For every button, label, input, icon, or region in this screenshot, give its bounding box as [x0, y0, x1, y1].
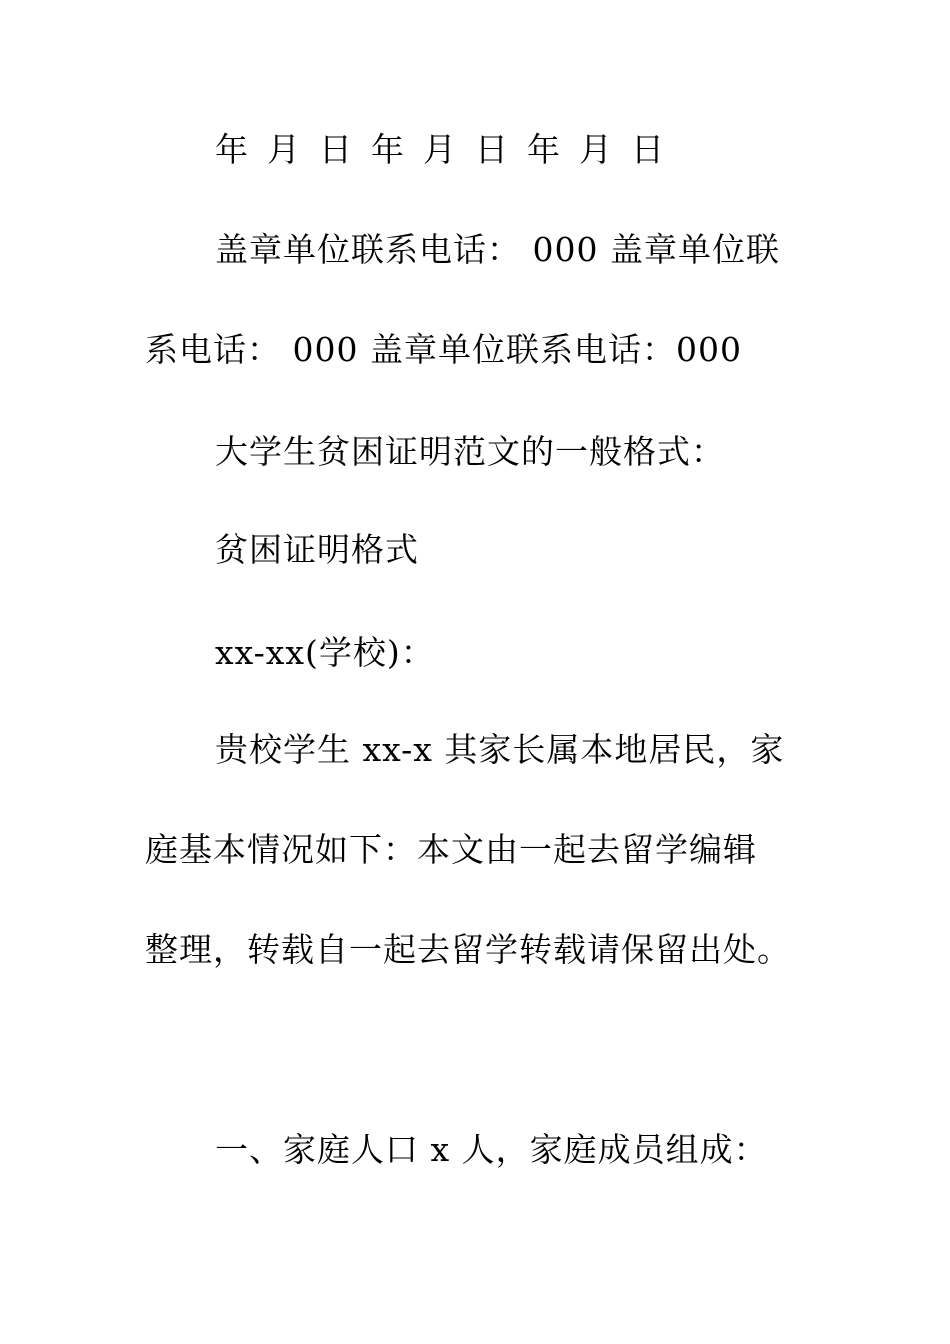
contact-phone-line-1: 盖章单位联系电话： 000 盖章单位联 [215, 230, 780, 269]
date-day-2: 日 [475, 130, 508, 169]
school-salutation: xx-xx(学校)： [215, 633, 435, 672]
body-paragraph-line-1: 贵校学生 xx-x 其家长属本地居民，家 [215, 730, 785, 769]
contact-phone-line-2: 系电话： 000 盖章单位联系电话：000 [145, 330, 742, 369]
body-paragraph-line-3: 整理，转载自一起去留学转载请保留出处。 [145, 930, 791, 969]
date-year-3: 年 [527, 130, 560, 169]
format-intro: 大学生贫困证明范文的一般格式： [215, 432, 725, 471]
date-month-2: 月 [423, 130, 456, 169]
date-day-1: 日 [319, 130, 352, 169]
date-year-1: 年 [215, 130, 248, 169]
date-month-3: 月 [579, 130, 612, 169]
format-title: 贫困证明格式 [215, 530, 419, 569]
body-paragraph-line-2: 庭基本情况如下：本文由一起去留学编辑 [145, 830, 757, 869]
date-year-2: 年 [371, 130, 404, 169]
date-line [215, 130, 683, 170]
date-day-3: 日 [631, 130, 664, 169]
section-family-members: 一、家庭人口 x 人，家庭成员组成： [215, 1130, 768, 1169]
date-month-1: 月 [267, 130, 300, 169]
